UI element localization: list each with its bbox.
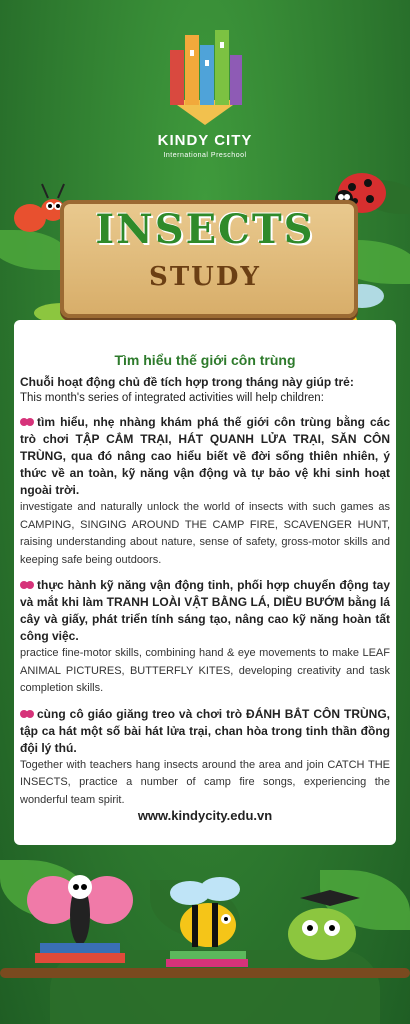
butterfly-icon — [25, 865, 135, 970]
item-text: thực hành kỹ năng vận động tinh, phối hợp chuyển động tay và mắt khi làm TRANH LOÀI VẬT BẰNG LÁ, DIỀU BƯỚM bằng lá cây và giấy, phát triển tính sáng tạo, nâng cao kỹ năng hoàn tất công việc. — [20, 578, 390, 643]
item-2-english: practice fine-motor skills, combining hand & eye movements to make LEAF ANIMAL PICTURES, BUTTERFLY KITES, developing creativity and task completion skills. — [20, 647, 390, 694]
brand-subtitle: International Preschool — [163, 152, 247, 159]
item-3-vietnamese — [20, 706, 390, 757]
intro-english: This month's series of integrated activities will help children: — [20, 392, 324, 404]
section-heading: Tìm hiểu thế giới côn trùng — [114, 352, 296, 368]
page-subtitle: STUDY — [149, 262, 261, 292]
item-2-vietnamese — [20, 577, 390, 645]
caterpillar-icon — [270, 890, 370, 970]
item-3-english: Together with teachers hang insects around the area and join CATCH THE INSECTS, practice a number of camp fire songs, experiencing the wonderful team spirit. — [20, 758, 390, 806]
item-1-vietnamese — [20, 414, 390, 499]
butterfly-bullet-icon — [20, 580, 34, 590]
website-link[interactable]: www.kindycity.edu.vn — [137, 808, 273, 823]
bee-icon — [160, 875, 255, 970]
butterfly-bullet-icon — [20, 709, 34, 719]
item-1-english: investigate and naturally unlock the world of insects with such games as CAMPING, SINGING AROUND THE CAMP FIRE, SCAVENGER HUNT, raising understanding about nature, sense of safety, gross-motor skills and keeping safe being outdoors. — [20, 501, 390, 566]
kindy-city-logo — [150, 30, 260, 170]
page-title: INSECTS — [95, 206, 315, 253]
title-sign — [60, 200, 350, 320]
item-text: cùng cô giáo giăng treo và chơi trò ĐÁNH BẮT CÔN TRÙNG, tập ca hát một số bài hát lửa trại, chan hòa trong tinh thần đồng đội lý thú. — [20, 706, 390, 755]
intro-vietnamese: Chuỗi hoạt động chủ đề tích hợp trong tháng này giúp trẻ: — [20, 375, 354, 389]
item-text: tìm hiểu, nhẹ nhàng khám phá thế giới côn trùng bằng các trò chơi TẬP CẮM TRẠI, HÁT QUANH LỬA TRẠI, SĂN CÔN TRÙNG, qua đó nâng cao hiểu biết về đời sống thiên nhiên, ý thức về an toàn, kỹ năng vận động và tự bảo vệ khi sinh hoạt ngoài trời. — [20, 415, 390, 497]
butterfly-bullet-icon — [20, 417, 34, 427]
brand-name: KINDY CITY — [157, 132, 253, 149]
content — [20, 352, 390, 817]
